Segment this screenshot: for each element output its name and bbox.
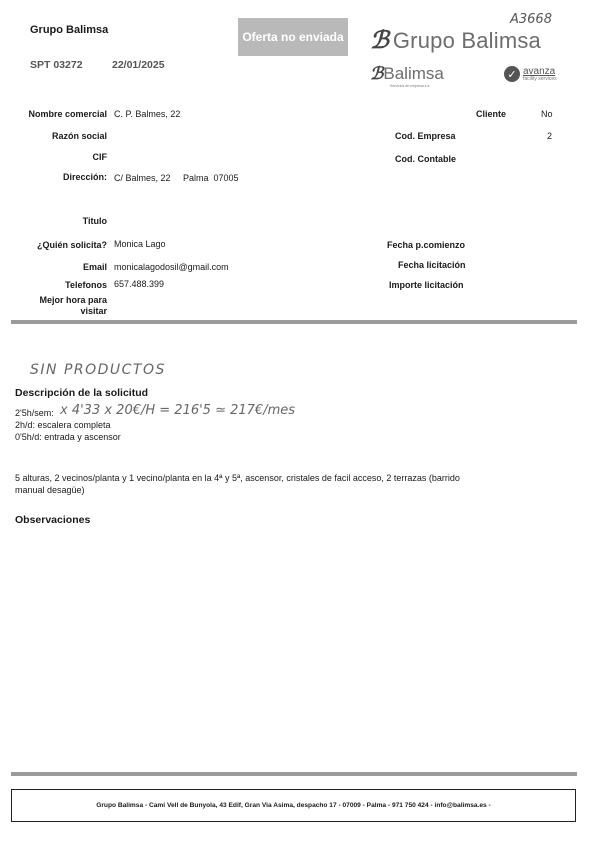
company-name: Grupo Balimsa xyxy=(30,24,109,36)
direccion-value: C/ Balmes, 22 Palma 07005 xyxy=(114,173,239,183)
cif-label: CIF xyxy=(92,152,107,162)
importe-licitacion-label: Importe licitación xyxy=(389,280,464,290)
nombre-comercial-value: C. P. Balmes, 22 xyxy=(114,109,181,119)
descripcion-line1: 2'5h/sem: xyxy=(15,408,54,418)
cod-contable-label: Cod. Contable xyxy=(395,154,456,164)
footer-text: Grupo Balimsa - Camí Vell de Bunyola, 43 Edif, Gran Via Asima, despacho 17 - 07009 - Palma - 971 750 424 - info@balimsa.es - xyxy=(96,802,491,809)
balimsa-b-icon: ℬ xyxy=(370,27,389,54)
cliente-value: No xyxy=(541,109,553,119)
descripcion-title: Descripción de la solicitud xyxy=(15,387,149,399)
balimsa-logo-sub: Servicios de empresa s.a. xyxy=(390,84,431,88)
mejor-hora-label-line2: visitar xyxy=(80,306,107,316)
solicita-label: ¿Quién solicita? xyxy=(36,240,107,250)
footer xyxy=(11,789,576,822)
header-divider xyxy=(11,320,577,324)
status-badge: Oferta no enviada xyxy=(238,18,348,56)
razon-social-label: Razón social xyxy=(51,131,107,141)
avanza-logo xyxy=(504,66,557,82)
balimsa-b-small-icon: ℬ xyxy=(370,64,384,83)
cod-empresa-value: 2 xyxy=(547,131,553,141)
avanza-check-icon: ✓ xyxy=(504,66,520,82)
grupo-balimsa-logo xyxy=(370,26,541,55)
telefonos-value: 657.488.399 xyxy=(114,279,165,289)
cliente-label: Cliente xyxy=(476,109,507,119)
grupo-balimsa-logo-text: Grupo Balimsa xyxy=(392,27,541,53)
fecha-licitacion-label: Fecha licitación xyxy=(398,260,466,270)
spt-number: SPT 03272 xyxy=(30,59,83,71)
handwritten-calculation: x 4'33 x 20€/H = 216'5 ≃ 217€/mes xyxy=(60,403,296,418)
observaciones-title: Observaciones xyxy=(15,514,91,526)
solicita-value: Monica Lago xyxy=(114,239,166,249)
cod-empresa-label: Cod. Empresa xyxy=(395,131,456,141)
handwritten-sin-productos: SIN PRODUCTOS xyxy=(30,362,166,378)
balimsa-logo xyxy=(370,64,444,88)
nombre-comercial-label: Nombre comercial xyxy=(28,109,107,119)
descripcion-line2: 2h/d: escalera completa xyxy=(15,420,111,430)
titulo-label: Titulo xyxy=(82,216,107,226)
email-label: Email xyxy=(82,262,107,272)
direccion-label: Dirección: xyxy=(62,172,107,182)
telefonos-label: Telefonos xyxy=(65,280,107,290)
descripcion-line3: 0'5h/d: entrada y ascensor xyxy=(15,432,121,442)
descripcion-para-line1: 5 alturas, 2 vecinos/planta y 1 vecino/planta en la 4ª y 5ª, ascensor, cristales de facil acceso, 2 terrazas (barrido xyxy=(15,473,460,483)
document-date: 22/01/2025 xyxy=(112,59,165,71)
avanza-logo-sub: facility services xyxy=(523,75,557,82)
mejor-hora-label-line1: Mejor hora para xyxy=(39,295,107,305)
footer-divider xyxy=(11,772,577,776)
mejor-hora-label xyxy=(8,295,107,317)
descripcion-para-line2: manual desagüe) xyxy=(15,485,85,495)
balimsa-logo-text: Balimsa xyxy=(383,64,444,83)
avanza-logo-text: avanza xyxy=(523,65,556,77)
email-value: monicalagodosil@gmail.com xyxy=(114,262,229,272)
fecha-comienzo-label: Fecha p.comienzo xyxy=(387,240,466,250)
handwritten-code: A3668 xyxy=(510,12,552,27)
